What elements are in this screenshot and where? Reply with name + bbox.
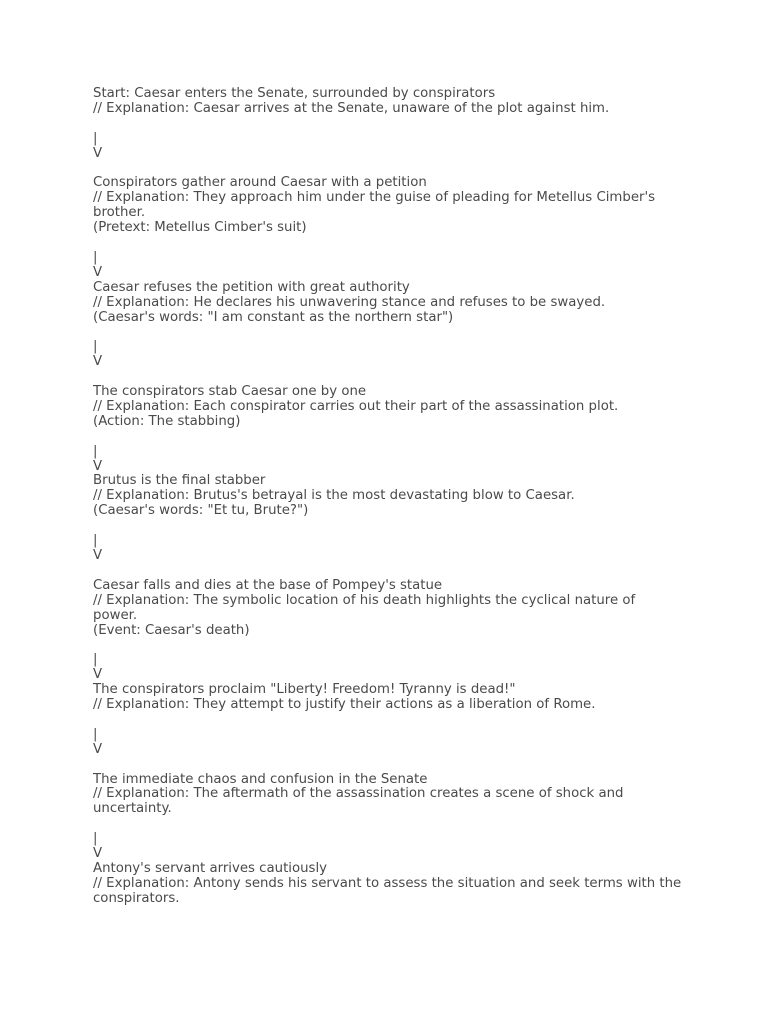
flow-arrow: V [93,741,103,757]
note-line: (Event: Caesar's death) [93,622,250,638]
step-line: The immediate chaos and confusion in the Senate [93,771,428,787]
note-line: (Action: The stabbing) [93,413,241,429]
step-line: Start: Caesar enters the Senate, surrounded by conspirators [93,86,496,101]
explanation-line: // Explanation: Caesar arrives at the Senate, unaware of the plot against him. [93,100,610,116]
document-body [93,86,686,907]
blank-line [93,817,683,832]
blank-line [93,713,683,728]
flow-connector-bar: | [93,652,98,668]
step-line: Conspirators gather around Caesar with a petition [93,175,427,191]
flow-arrow: V [93,458,103,474]
step-line: Caesar refuses the petition with great authority [93,279,410,295]
blank-line [93,564,683,579]
blank-line [93,162,683,177]
blank-line [93,236,683,251]
flow-connector-bar: | [93,533,98,549]
step-line: Antony's servant arrives cautiously [93,860,328,876]
flow-arrow: V [93,264,103,280]
explanation-line: // Explanation: Antony sends his servant to assess the situation and seek terms with the conspirators. [93,875,686,906]
blank-line [93,519,683,534]
note-line: (Caesar's words: "I am constant as the northern star") [93,309,454,325]
blank-line [93,430,683,445]
explanation-line: // Explanation: Each conspirator carries out their part of the assassination plot. [93,398,619,414]
step-line: Brutus is the final stabber [93,473,266,489]
flow-connector-bar: | [93,726,98,742]
flow-connector-bar: | [93,339,98,355]
note-line: (Pretext: Metellus Cimber's suit) [93,220,307,236]
step-line: The conspirators stab Caesar one by one [93,384,367,400]
blank-line [93,370,683,385]
step-line: The conspirators proclaim "Liberty! Freedom! Tyranny is dead!" [93,682,516,698]
explanation-line: // Explanation: Brutus's betrayal is the most devastating blow to Caesar. [93,488,575,504]
flow-arrow: V [93,547,103,563]
flow-connector-bar: | [93,130,98,146]
blank-line [93,638,683,653]
flow-connector-bar: | [93,831,98,847]
flow-connector-bar: | [93,443,98,459]
blank-line [93,117,683,132]
blank-line [93,758,683,773]
blank-line [93,325,683,340]
flow-arrow: V [93,667,103,683]
explanation-line: // Explanation: The aftermath of the assassination creates a scene of shock and uncertainty. [93,786,628,817]
flow-connector-bar: | [93,249,98,265]
explanation-line: // Explanation: The symbolic location of his death highlights the cyclical nature of power. [93,592,640,623]
flow-arrow: V [93,145,103,161]
step-line: Caesar falls and dies at the base of Pompey's statue [93,577,443,593]
flow-arrow: V [93,354,103,370]
note-line: (Caesar's words: "Et tu, Brute?") [93,503,309,519]
explanation-line: // Explanation: He declares his unwavering stance and refuses to be swayed. [93,294,606,310]
explanation-line: // Explanation: They approach him under the guise of pleading for Metellus Cimber's brother. [93,190,660,221]
explanation-line: // Explanation: They attempt to justify their actions as a liberation of Rome. [93,697,596,713]
flow-arrow: V [93,846,103,862]
